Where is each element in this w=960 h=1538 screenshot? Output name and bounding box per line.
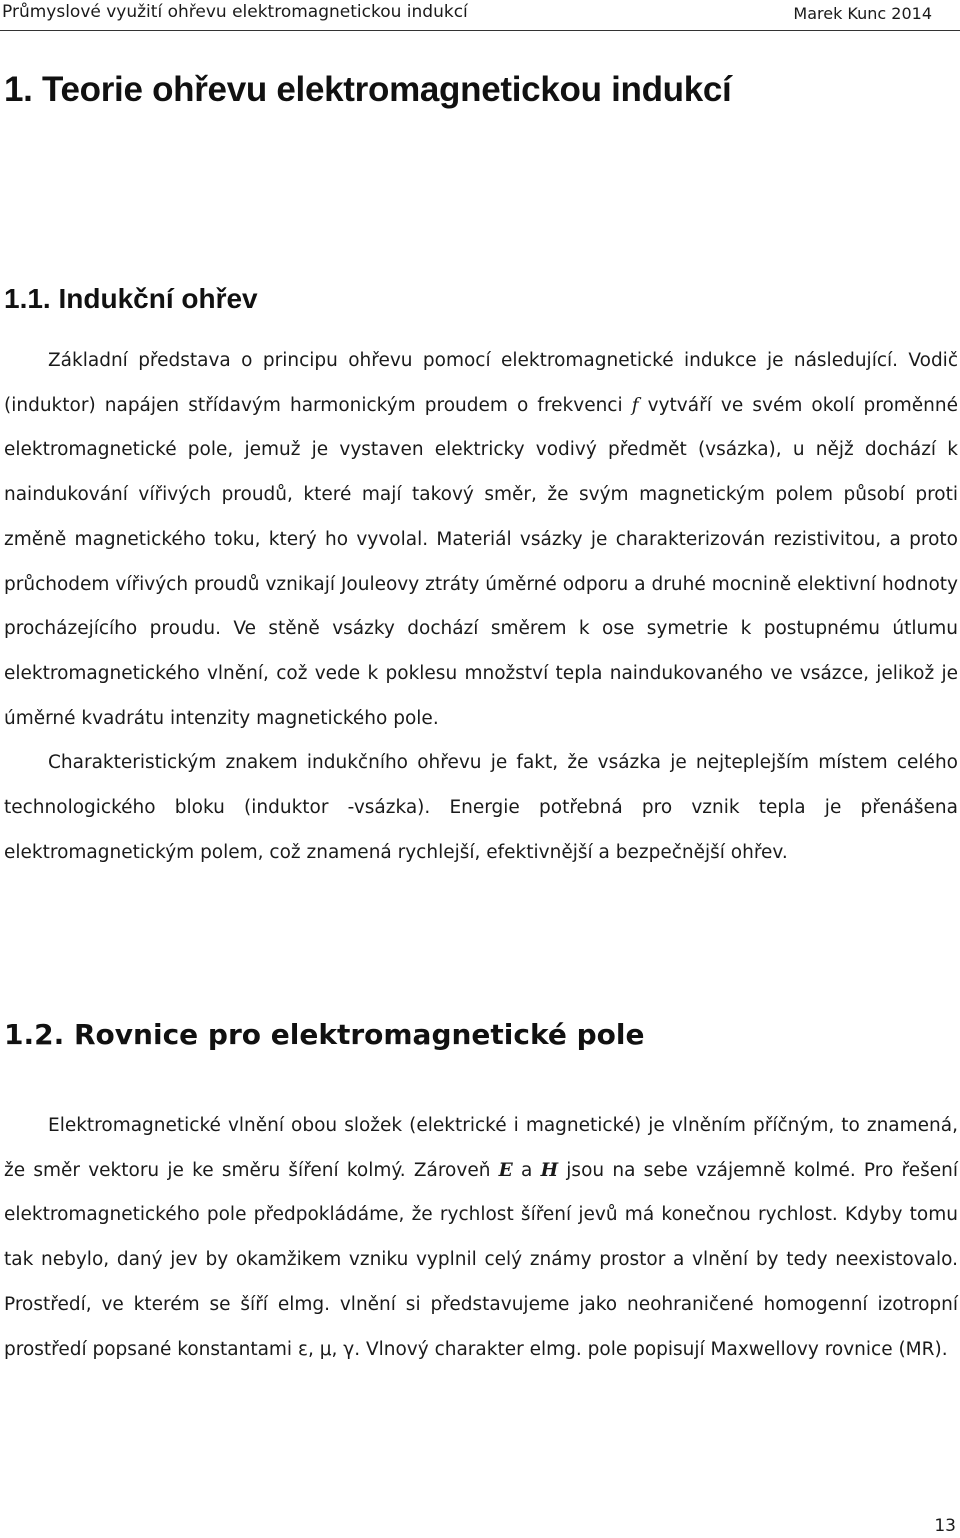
paragraph-text: a	[512, 1159, 541, 1181]
page-header	[0, 0, 960, 31]
paragraph-text: Základní představa o principu ohřevu pomocí elektromagnetické indukce je následující. Vodič (induktor) napájen střídavým harmonickým proudem o frekvenci	[4, 350, 958, 416]
page-number: 13	[934, 1516, 956, 1536]
electric-field-symbol: E	[498, 1159, 513, 1181]
paragraph-text: Elektromagnetické vlnění obou složek (elektrické i magnetické) je vlněním příčným, to znamená, že směr vektoru je ke směru šíření kolmý. Zároveň	[4, 1115, 958, 1181]
section-heading-1: 1. Teorie ohřevu elektromagnetickou indukcí	[4, 70, 732, 109]
paragraph-text: jsou na sebe vzájemně kolmé. Pro řešení elektromagnetického pole předpokládáme, že rychlost šíření jevů má konečnou rychlost. Kdyby tomu tak nebylo, daný jev by okamžikem vzniku vyplnil celý známy prostor a vlnění by tedy neexistovalo. Prostředí, ve kterém se šíří elmg. vlnění si představujeme jako neohraničené homogenní izotropní prostředí popsané konstantami ε, μ, γ. Vlnový charakter elmg. pole popisují Maxwellovy rovnice (MR).	[4, 1159, 958, 1360]
paragraph-text: Charakteristickým znakem indukčního ohřevu je fakt, že vsázka je nejteplejším místem celého technologického bloku (induktor -vsázka). Energie potřebná pro vznik tepla je přenášena elektromagnetickým polem, což znamená rychlejší, efektivnější a bezpečnější ohřev.	[4, 752, 958, 863]
header-title: Průmyslové využití ohřevu elektromagnetickou indukcí	[2, 2, 468, 22]
section-heading-1-2: 1.2. Rovnice pro elektromagnetické pole	[4, 1018, 645, 1051]
section-heading-1-1: 1.1. Indukční ohřev	[4, 283, 258, 314]
header-author: Marek Kunc 2014	[793, 4, 932, 23]
magnetic-field-symbol: H	[540, 1159, 559, 1181]
frequency-symbol: f	[631, 394, 639, 416]
paragraph-induction-heating	[4, 339, 958, 875]
paragraph-em-equations	[4, 1104, 958, 1372]
paragraph-text: vytváří ve svém okolí proměnné elektromagnetické pole, jemuž je vystaven elektricky vodivý předmět (vsázka), u nějž dochází k naindukování vířivých proudů, které mají takový směr, že svým magnetickým polem působí proti změně magnetického toku, který ho vyvolal. Materiál vsázky je charakterizován rezistivitou, a proto průchodem vířivých proudů vznikají Jouleovy ztráty úměrné odporu a druhé mocnině elektivní hodnoty procházejícího proudu. Ve stěně vsázky dochází směrem k ose symetrie k postupnému útlumu elektromagnetického vlnění, což vede k poklesu množství tepla naindukovaného ve vsázce, jelikož je úměrné kvadrátu intenzity magnetického pole.	[4, 394, 958, 729]
